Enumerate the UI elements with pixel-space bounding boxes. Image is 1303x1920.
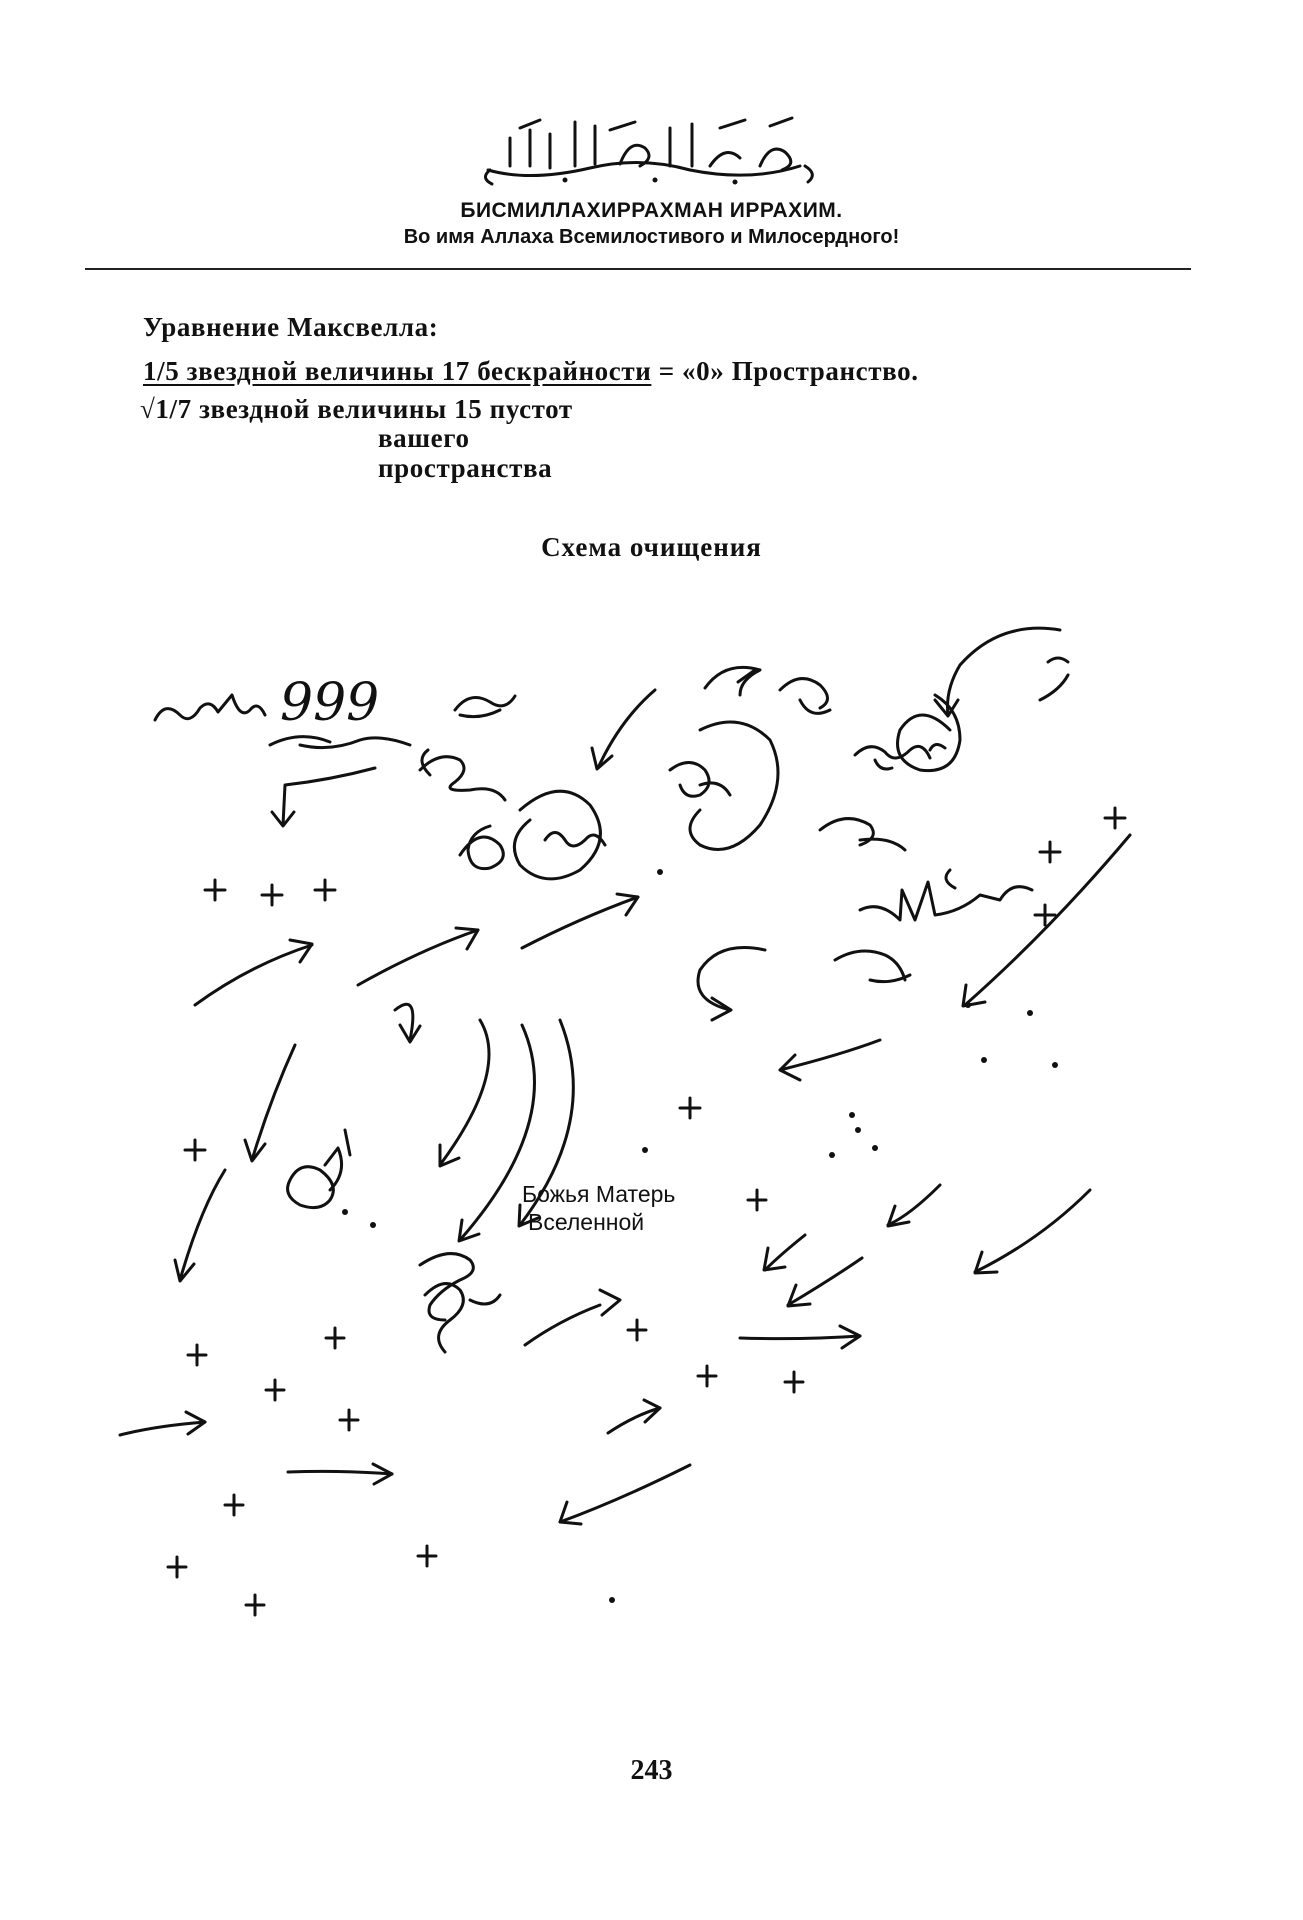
header-divider xyxy=(85,268,1191,270)
center-label xyxy=(522,1180,675,1236)
purification-scheme-drawing xyxy=(0,600,1303,1650)
bismillah-calligraphy xyxy=(470,108,830,190)
bismillah-transliteration: БИСМИЛЛАХИРРАХМАН ИРРАХИМ. xyxy=(460,199,843,222)
equation-line-2: √1/7 звездной величины 15 пустот xyxy=(140,394,573,424)
page-number: 243 xyxy=(630,1755,673,1786)
equation-line-4: пространства xyxy=(378,453,553,483)
center-label-line-1: Божья Матерь xyxy=(522,1181,676,1207)
center-label-line-2: Вселенной xyxy=(528,1209,645,1235)
bismillah-translation: Во имя Аллаха Всемилостивого и Милосердного! xyxy=(403,226,900,248)
equation-title: Уравнение Максвелла: xyxy=(143,312,439,342)
equation-line-1-rest: = «0» Пространство. xyxy=(651,356,919,386)
equation-line-3: вашего xyxy=(378,423,470,453)
equation-line-1 xyxy=(143,356,919,387)
handwritten-999: 999 xyxy=(280,673,380,733)
scribble-top-left xyxy=(155,695,265,720)
equation-line-1-underlined: 1/5 звездной величины 17 бескрайности xyxy=(143,356,652,386)
scheme-title: Схема очищения xyxy=(541,532,762,562)
